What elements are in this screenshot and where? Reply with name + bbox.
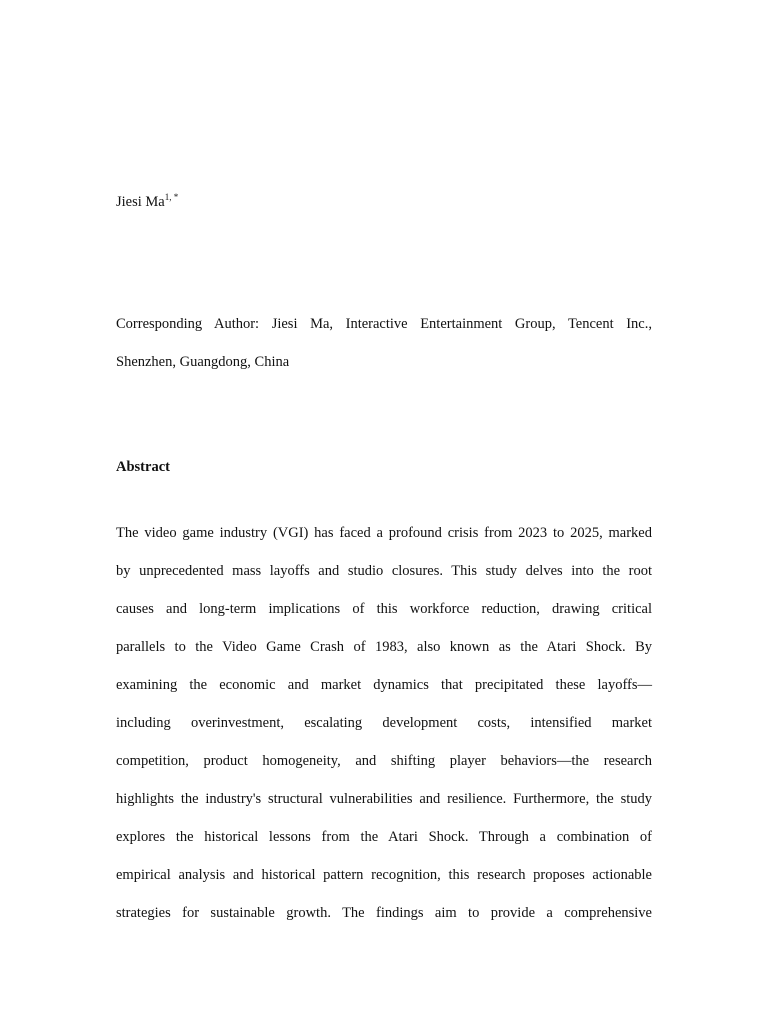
author-line bbox=[116, 192, 178, 212]
author-name: Jiesi Ma bbox=[116, 194, 165, 210]
abstract-line: highlights the industry's structural vulnerabilities and resilience. Furthermore, the study bbox=[116, 791, 652, 807]
abstract-line: including overinvestment, escalating development costs, intensified market bbox=[116, 715, 652, 731]
abstract-line: competition, product homogeneity, and shifting player behaviors—the research bbox=[116, 753, 652, 769]
abstract-line: explores the historical lessons from the Atari Shock. Through a combination of bbox=[116, 829, 652, 845]
abstract-line: The video game industry (VGI) has faced a profound crisis from 2023 to 2025, marked bbox=[116, 525, 652, 541]
corresponding-author-block bbox=[116, 305, 652, 381]
corresponding-line: Shenzhen, Guangdong, China bbox=[116, 354, 290, 370]
abstract-line: strategies for sustainable growth. The findings aim to provide a comprehensive bbox=[116, 905, 652, 921]
abstract-body bbox=[116, 514, 652, 932]
abstract-line: examining the economic and market dynamics that precipitated these layoffs— bbox=[116, 677, 652, 693]
abstract-line: parallels to the Video Game Crash of 1983, also known as the Atari Shock. By bbox=[116, 639, 652, 655]
corresponding-line: Corresponding Author: Jiesi Ma, Interactive Entertainment Group, Tencent Inc., bbox=[116, 316, 652, 332]
abstract-line: by unprecedented mass layoffs and studio closures. This study delves into the root bbox=[116, 563, 652, 579]
abstract-line: causes and long-term implications of this workforce reduction, drawing critical bbox=[116, 601, 652, 617]
abstract-line: empirical analysis and historical pattern recognition, this research proposes actionable bbox=[116, 867, 652, 883]
abstract-heading: Abstract bbox=[116, 459, 170, 475]
author-affiliation-marks: 1, * bbox=[164, 192, 179, 202]
